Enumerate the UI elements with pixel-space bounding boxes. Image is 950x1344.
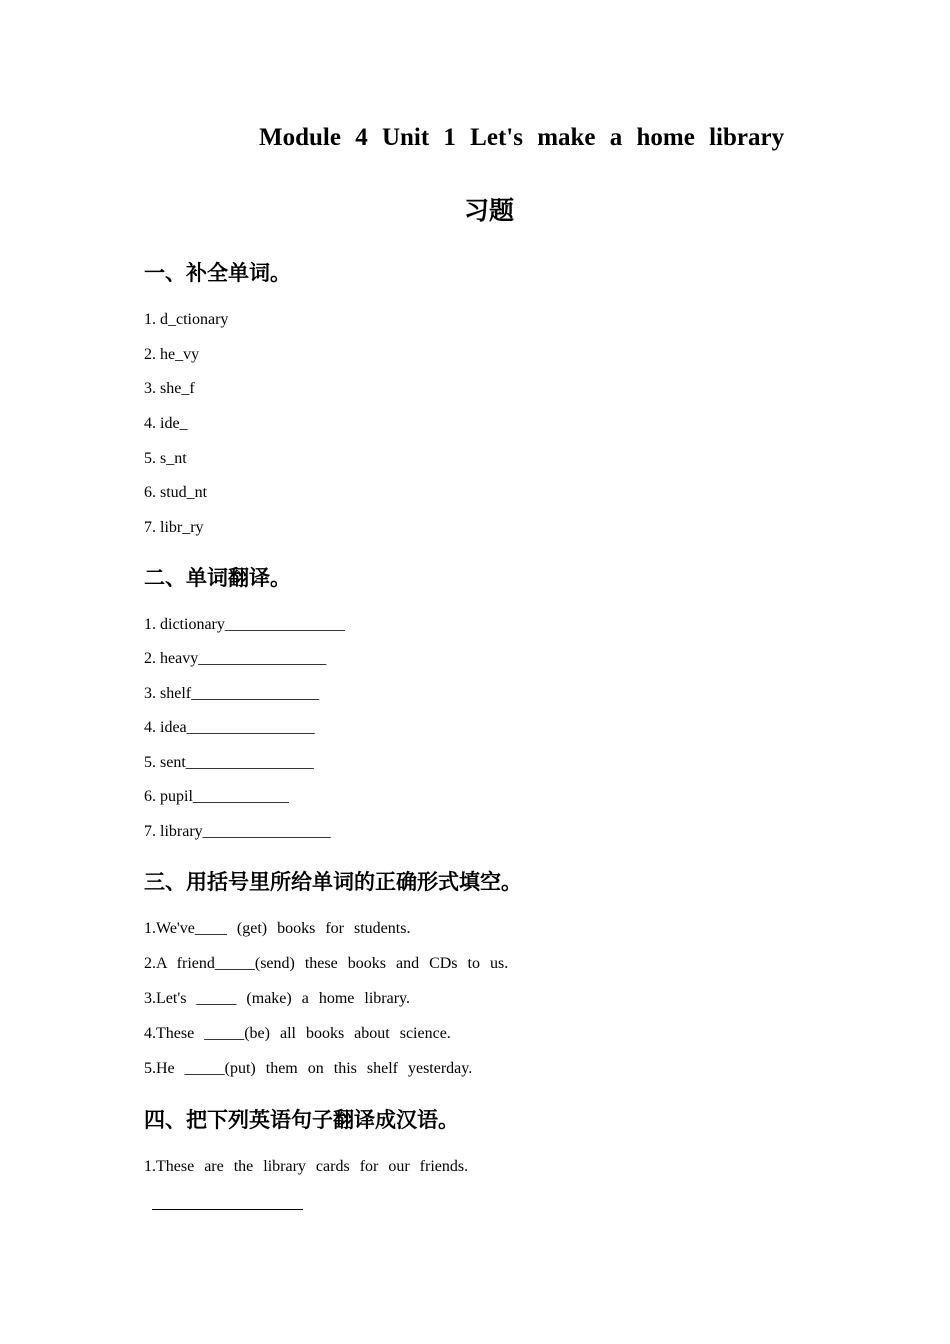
section4-item-1: 1.These are the library cards for our friends.	[144, 1158, 469, 1175]
section3-item-2: 2.A friend_____(send) these books and CDs to us.	[144, 955, 509, 972]
section1-item-7: 7. libr_ry	[144, 519, 204, 536]
section2-item-3: 3. shelf________________	[144, 685, 320, 702]
section2-heading: 二、单词翻译。	[144, 566, 291, 590]
section2-item-1: 1. dictionary_______________	[144, 616, 345, 633]
section1-item-4: 4. ide_	[144, 415, 188, 432]
page-title-line2: 习题	[463, 196, 514, 225]
section3-item-4: 4.These _____(be) all books about science.	[144, 1025, 451, 1042]
section3-heading: 三、用括号里所给单词的正确形式填空。	[144, 870, 522, 894]
section2-item-5: 5. sent________________	[144, 754, 314, 771]
section2-item-6: 6. pupil____________	[144, 788, 289, 805]
section2-item-2: 2. heavy________________	[144, 650, 327, 667]
section3-item-3: 3.Let's _____ (make) a home library.	[144, 990, 410, 1007]
section1-heading: 一、补全单词。	[144, 261, 291, 285]
section1-item-2: 2. he_vy	[144, 346, 200, 363]
section1-item-3: 3. she_f	[144, 380, 195, 397]
section1-item-5: 5. s_nt	[144, 450, 187, 467]
answer-blank-line	[152, 1209, 303, 1210]
section2-item-4: 4. idea________________	[144, 719, 315, 736]
section3-item-5: 5.He _____(put) them on this shelf yesterday.	[144, 1060, 473, 1077]
page-title-line1: Module 4 Unit 1 Let's make a home library	[259, 124, 785, 151]
section1-item-6: 6. stud_nt	[144, 484, 208, 501]
section2-item-7: 7. library________________	[144, 823, 331, 840]
section4-heading: 四、把下列英语句子翻译成汉语。	[144, 1108, 459, 1132]
section1-item-1: 1. d_ctionary	[144, 311, 229, 328]
section3-item-1: 1.We've____ (get) books for students.	[144, 920, 411, 937]
